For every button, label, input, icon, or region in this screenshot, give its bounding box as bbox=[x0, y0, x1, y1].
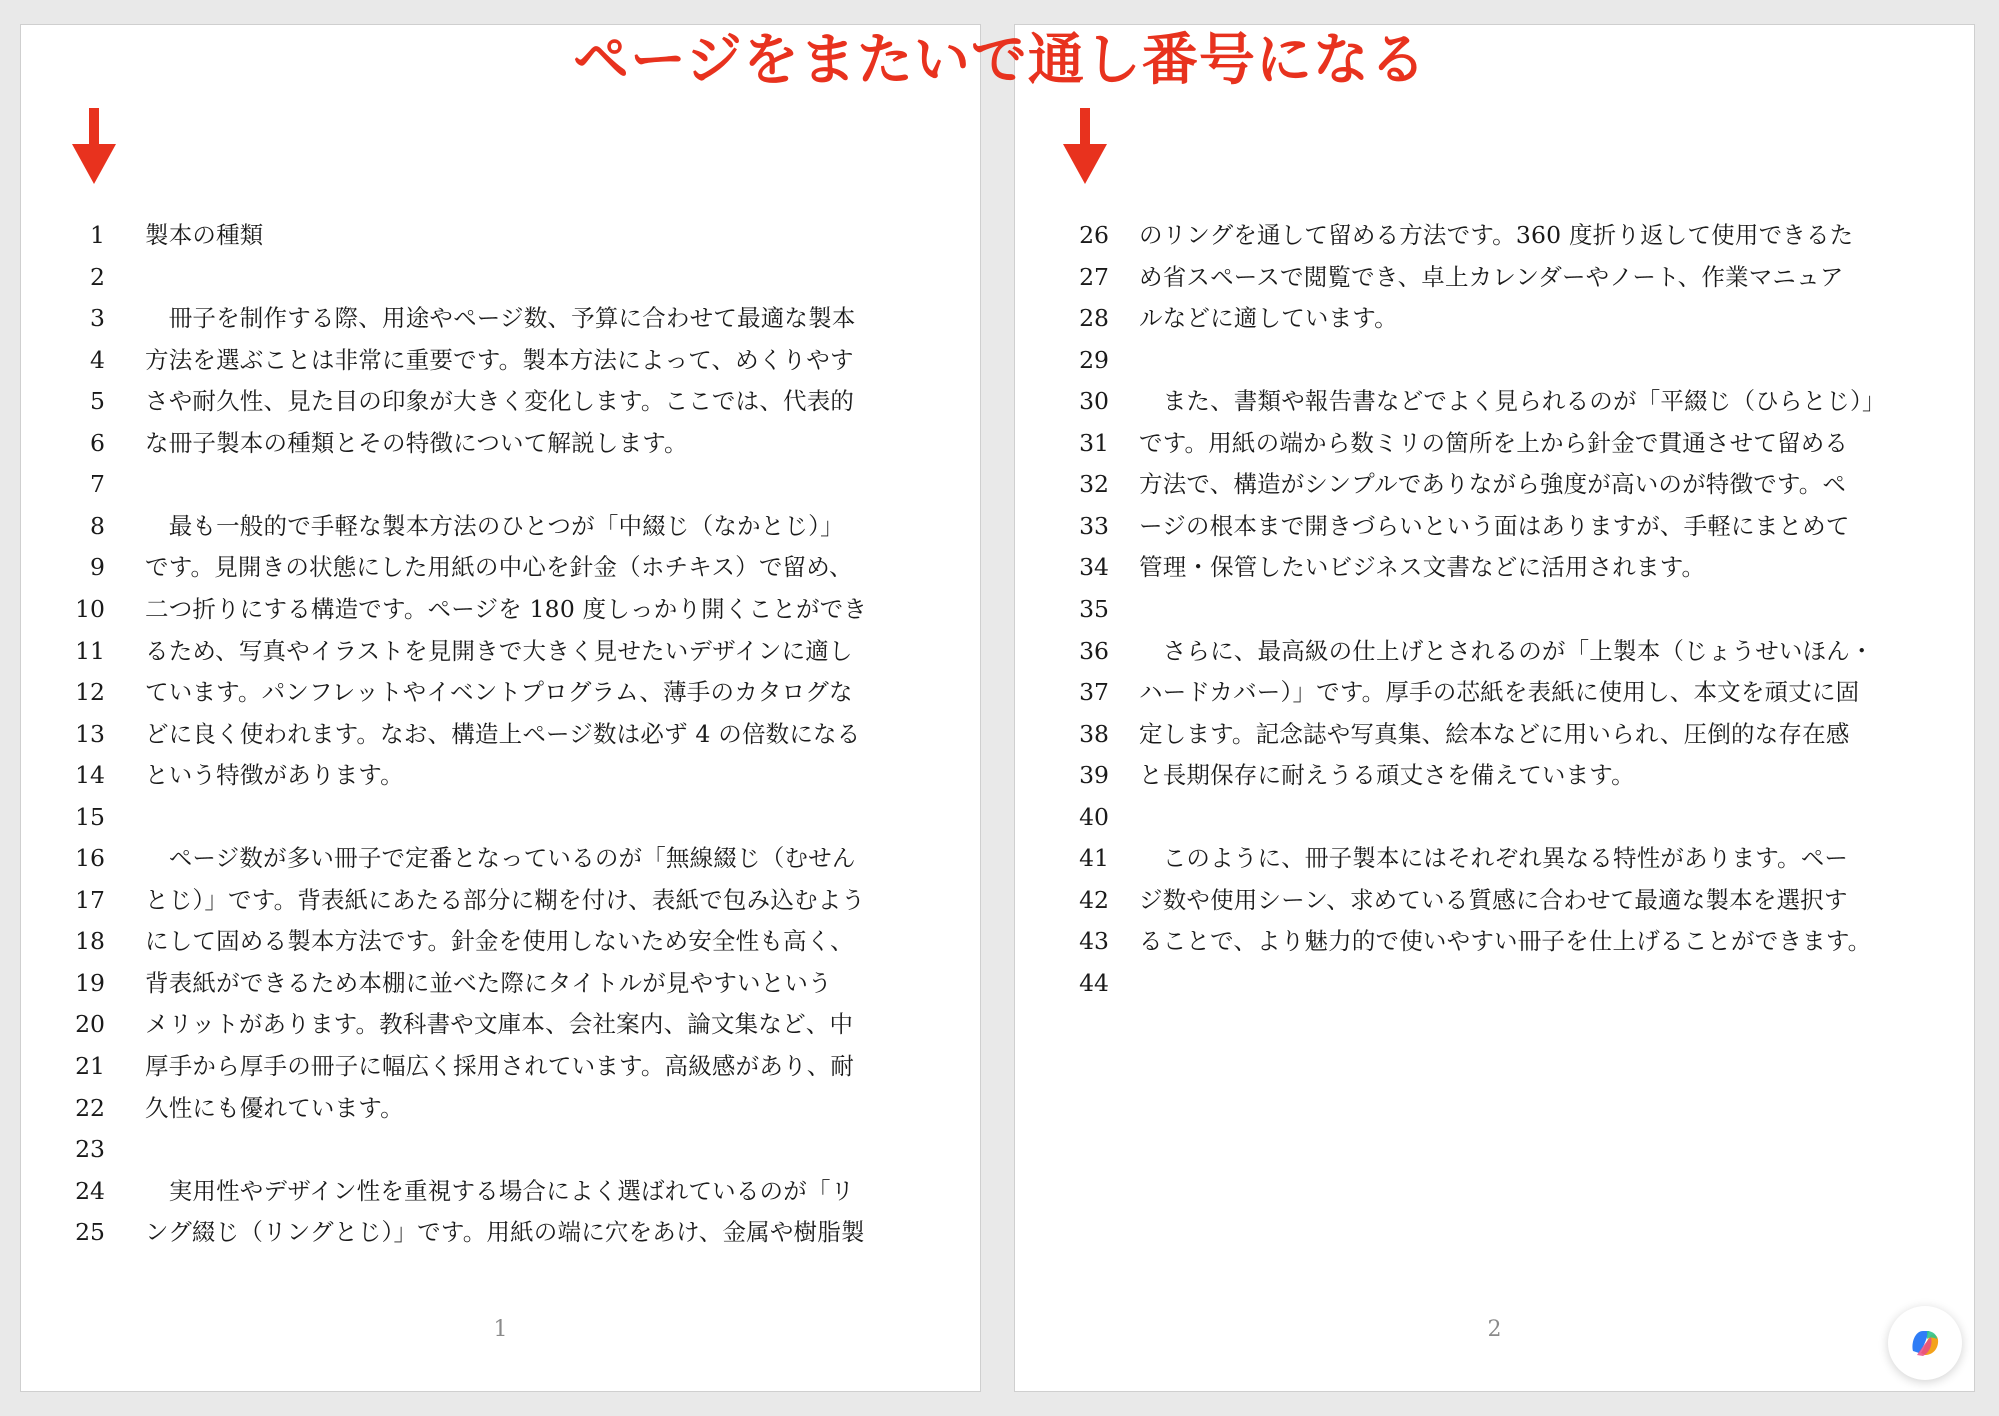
line-text: 方法を選ぶことは非常に重要です。製本方法によって、めくりやす bbox=[145, 345, 854, 374]
numbered-line bbox=[21, 672, 980, 713]
line-text: 久性にも優れています。 bbox=[145, 1093, 404, 1122]
line-text: ージの根本まで開きづらいという面はありますが、手軽にまとめて bbox=[1139, 511, 1850, 540]
line-number: 35 bbox=[1079, 594, 1109, 623]
numbered-line bbox=[21, 381, 980, 422]
line-number: 21 bbox=[75, 1052, 105, 1080]
line-number: 2 bbox=[90, 262, 105, 291]
line-text: です。見開きの状態にした用紙の中心を針金（ホチキス）で留め、 bbox=[145, 553, 853, 582]
numbered-line bbox=[21, 423, 980, 464]
numbered-line bbox=[21, 838, 980, 879]
line-number: 1 bbox=[90, 221, 105, 249]
line-text: ルなどに適しています。 bbox=[1139, 304, 1398, 333]
numbered-line bbox=[1015, 589, 1974, 630]
numbered-line bbox=[1015, 755, 1974, 796]
numbered-line bbox=[1015, 340, 1974, 381]
line-text: また、書類や報告書などでよく見られるのが「平綴じ（ひらとじ）」 bbox=[1139, 387, 1886, 416]
line-text: という特徴があります。 bbox=[145, 761, 404, 790]
numbered-line bbox=[21, 1129, 980, 1170]
numbered-line bbox=[21, 921, 980, 962]
numbered-line bbox=[1015, 963, 1974, 1004]
line-text: 背表紙ができるため本棚に並べた際にタイトルが見やすいという bbox=[145, 968, 832, 997]
line-text: にして固める製本方法です。針金を使用しないため安全性も高く、 bbox=[145, 927, 854, 956]
line-number: 9 bbox=[90, 553, 105, 582]
line-number: 30 bbox=[1079, 387, 1109, 416]
line-number: 37 bbox=[1079, 678, 1109, 707]
line-number: 3 bbox=[90, 304, 105, 333]
line-number: 20 bbox=[75, 1010, 105, 1039]
line-number: 10 bbox=[75, 594, 105, 623]
numbered-line bbox=[21, 547, 980, 588]
line-text: のリングを通して留める方法です。360 度折り返して使用できるた bbox=[1139, 221, 1854, 249]
numbered-line bbox=[21, 880, 980, 921]
page-number: 1 bbox=[493, 1317, 508, 1342]
line-number: 7 bbox=[90, 470, 105, 499]
numbered-line bbox=[21, 1171, 980, 1212]
line-number: 22 bbox=[75, 1093, 105, 1122]
line-number: 11 bbox=[75, 636, 105, 665]
numbered-line bbox=[21, 464, 980, 505]
line-text: 管理・保管したいビジネス文書などに活用されます。 bbox=[1139, 553, 1706, 582]
numbered-line bbox=[21, 755, 980, 796]
line-number: 15 bbox=[75, 802, 105, 831]
page-number: 2 bbox=[1487, 1317, 1502, 1342]
line-text: 冊子を制作する際、用途やページ数、予算に合わせて最適な製本 bbox=[145, 304, 856, 333]
line-text: ハードカバー）」です。厚手の芯紙を表紙に使用し、本文を頑丈に固 bbox=[1139, 678, 1860, 707]
line-text: と長期保存に耐えうる頑丈さを備えています。 bbox=[1139, 761, 1635, 790]
numbered-line bbox=[1015, 464, 1974, 505]
copilot-button[interactable] bbox=[1888, 1306, 1962, 1380]
line-number: 8 bbox=[90, 511, 105, 540]
line-number: 25 bbox=[75, 1218, 105, 1247]
numbered-line bbox=[1015, 714, 1974, 755]
line-number: 36 bbox=[1079, 636, 1109, 665]
numbered-line bbox=[21, 1004, 980, 1045]
copilot-icon bbox=[1905, 1323, 1945, 1363]
numbered-line bbox=[1015, 547, 1974, 588]
down-arrow-icon bbox=[1063, 108, 1107, 184]
numbered-line bbox=[21, 298, 980, 339]
numbered-line bbox=[1015, 215, 1974, 256]
line-text: 実用性やデザイン性を重視する場合によく選ばれているのが「リ bbox=[145, 1176, 855, 1205]
numbered-line bbox=[21, 1088, 980, 1129]
numbered-line bbox=[1015, 921, 1974, 962]
numbered-line bbox=[1015, 381, 1974, 422]
numbered-line bbox=[21, 797, 980, 838]
numbered-line bbox=[21, 257, 980, 298]
numbered-line bbox=[1015, 880, 1974, 921]
numbered-line bbox=[1015, 506, 1974, 547]
numbered-line bbox=[21, 340, 980, 381]
line-number: 17 bbox=[75, 885, 105, 914]
line-number: 18 bbox=[75, 927, 105, 956]
line-number: 41 bbox=[1079, 844, 1109, 873]
line-text: です。用紙の端から数ミリの箇所を上から針金で貫通させて留める bbox=[1139, 428, 1849, 457]
line-text: このように、冊子製本にはそれぞれ異なる特性があります。ペー bbox=[1139, 844, 1849, 873]
annotation-banner: ページをまたいで通し番号になる bbox=[573, 28, 1427, 93]
numbered-line bbox=[21, 589, 980, 630]
line-text: ページ数が多い冊子で定番となっているのが「無線綴じ（むせん bbox=[145, 844, 856, 873]
line-number: 29 bbox=[1079, 345, 1109, 374]
numbered-line bbox=[21, 1212, 980, 1253]
down-arrow-icon bbox=[72, 108, 116, 184]
numbered-line bbox=[1015, 838, 1974, 879]
line-text: な冊子製本の種類とその特徴について解説します。 bbox=[145, 428, 688, 457]
line-number: 39 bbox=[1079, 761, 1109, 790]
numbered-line bbox=[1015, 672, 1974, 713]
numbered-line bbox=[1015, 797, 1974, 838]
numbered-line bbox=[21, 631, 980, 672]
page-2 bbox=[1014, 24, 1975, 1392]
numbered-line bbox=[1015, 423, 1974, 464]
line-number: 4 bbox=[90, 345, 105, 374]
line-text: ジ数や使用シーン、求めている質感に合わせて最適な製本を選択す bbox=[1139, 885, 1848, 914]
line-text: 最も一般的で手軽な製本方法のひとつが「中綴じ（なかとじ）」 bbox=[145, 511, 844, 540]
line-text: さらに、最高級の仕上げとされるのが「上製本（じょうせいほん・ bbox=[1139, 636, 1874, 665]
line-number: 40 bbox=[1079, 802, 1109, 831]
numbered-line bbox=[21, 963, 980, 1004]
line-text: ることで、より魅力的で使いやすい冊子を仕上げることができます。 bbox=[1139, 927, 1872, 956]
line-number: 23 bbox=[75, 1135, 105, 1164]
numbered-line bbox=[1015, 631, 1974, 672]
line-number: 6 bbox=[90, 428, 105, 457]
line-text: 定します。記念誌や写真集、絵本などに用いられ、圧倒的な存在感 bbox=[1139, 719, 1850, 748]
line-number: 16 bbox=[75, 844, 105, 873]
line-text: とじ）」です。背表紙にあたる部分に糊を付け、表紙で包み込むよう bbox=[145, 885, 866, 914]
line-text: め省スペースで閲覧でき、卓上カレンダーやノート、作業マニュア bbox=[1139, 262, 1844, 291]
line-text: ング綴じ（リングとじ）」です。用紙の端に穴をあけ、金属や樹脂製 bbox=[145, 1218, 865, 1247]
line-number: 28 bbox=[1079, 304, 1109, 333]
line-number: 44 bbox=[1079, 968, 1109, 997]
line-number: 5 bbox=[90, 387, 105, 416]
line-number: 19 bbox=[75, 968, 105, 997]
numbered-line bbox=[21, 1046, 980, 1087]
line-text: さや耐久性、見た目の印象が大きく変化します。ここでは、代表的 bbox=[145, 387, 855, 416]
line-number: 32 bbox=[1079, 470, 1109, 499]
line-number: 24 bbox=[75, 1176, 105, 1205]
line-number: 42 bbox=[1079, 885, 1109, 914]
line-number: 26 bbox=[1079, 221, 1109, 249]
line-number: 27 bbox=[1079, 262, 1109, 291]
line-number: 34 bbox=[1079, 553, 1109, 582]
line-number: 31 bbox=[1079, 428, 1109, 457]
line-text: どに良く使われます。なお、構造上ページ数は必ず 4 の倍数になる bbox=[145, 719, 861, 748]
line-number: 33 bbox=[1079, 511, 1109, 540]
page-1 bbox=[20, 24, 981, 1392]
line-text: メリットがあります。教科書や文庫本、会社案内、論文集など、中 bbox=[145, 1010, 854, 1039]
line-number: 13 bbox=[75, 719, 105, 748]
line-text: るため、写真やイラストを見開きで大きく見せたいデザインに適し bbox=[145, 636, 853, 665]
line-number: 38 bbox=[1079, 719, 1109, 748]
line-text: 厚手から厚手の冊子に幅広く採用されています。高級感があり、耐 bbox=[145, 1052, 855, 1080]
numbered-line bbox=[21, 506, 980, 547]
line-text: 製本の種類 bbox=[145, 221, 264, 249]
numbered-line bbox=[21, 215, 980, 256]
line-number: 12 bbox=[75, 678, 105, 707]
line-text: 方法で、構造がシンプルでありながら強度が高いのが特徴です。ペ bbox=[1139, 470, 1847, 499]
numbered-line bbox=[21, 714, 980, 755]
line-text: 二つ折りにする構造です。ページを 180 度しっかり開くことができ bbox=[145, 594, 868, 623]
line-text: ています。パンフレットやイベントプログラム、薄手のカタログな bbox=[145, 678, 853, 707]
line-number: 43 bbox=[1079, 927, 1109, 956]
numbered-line bbox=[1015, 298, 1974, 339]
line-number: 14 bbox=[75, 761, 105, 790]
numbered-line bbox=[1015, 257, 1974, 298]
